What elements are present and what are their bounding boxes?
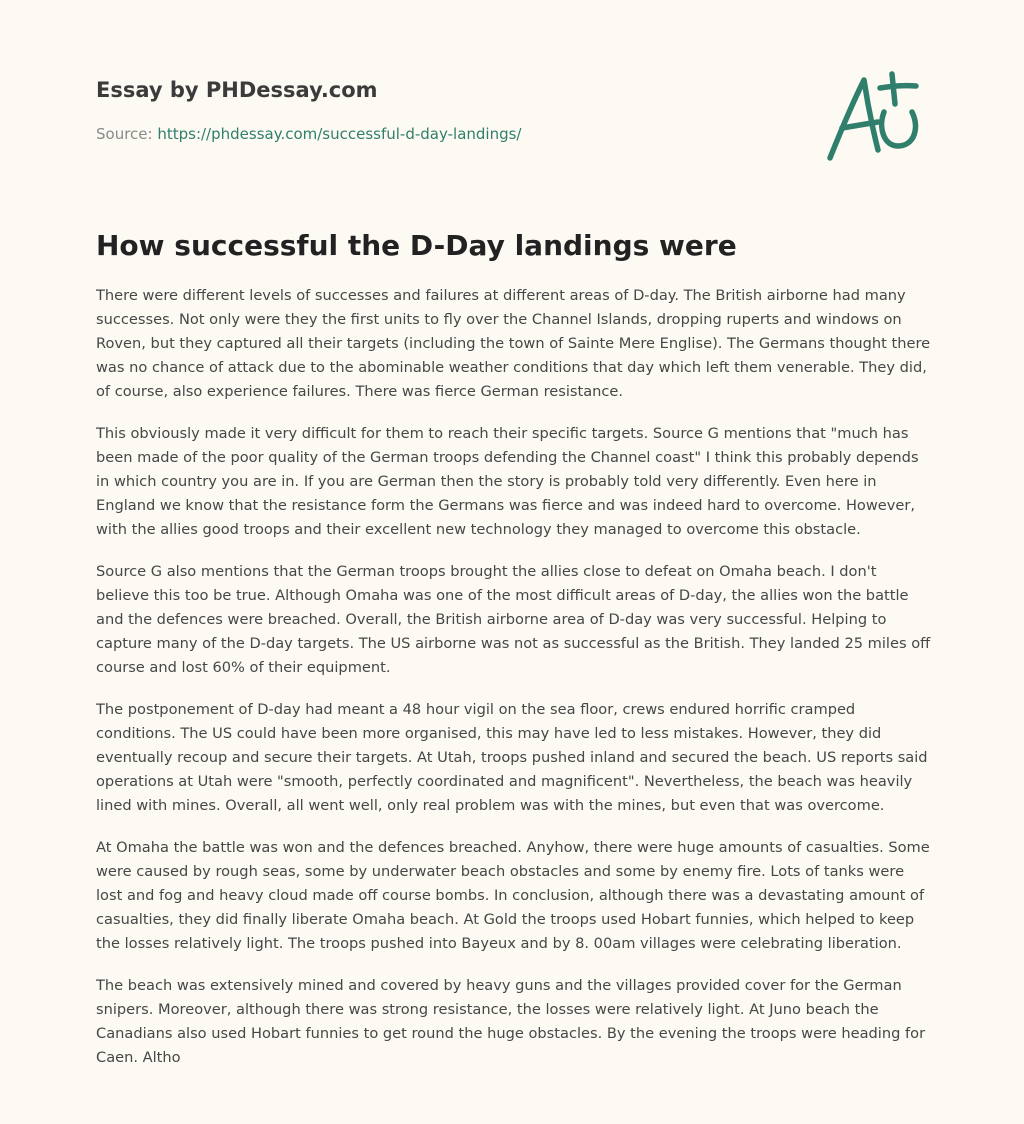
essay-paragraph: This obviously made it very difficult for them to reach their specific targets. Source G mentions that "much has been made of the poor quality of the German troops defending the Channel coast" I think this probably depends in which country you are in. If you are German then the story is probably told very differently. Even here in England we know that the resistance form the Germans was fierce and was indeed hard to overcome. However, with the allies good troops and their excellent new technology they managed to overcome this obstacle. — [96, 425, 919, 538]
essay-paragraph: The postponement of D-day had meant a 48 hour vigil on the sea floor, crews endured horrific cramped conditions. The US could have been more organised, this may have led to less mistakes. However, they did eventually recoup and secure their targets. At Utah, troops pushed inland and secured the beach. US reports said operations at Utah were "smooth, perfectly coordinated and magnificent". Nevertheless, the beach was heavily lined with mines. Overall, all went well, only real problem was with the mines, but even that was overcome. — [96, 701, 928, 814]
source-line — [96, 124, 736, 144]
essay-paragraph: Source G also mentions that the German troops brought the allies close to defeat on Omaha beach. I don't believe this too be true. Although Omaha was one of the most difficult areas of D-day, the allies won the battle and the defences were breached. Overall, the British airborne area of D-day was very successful. Helping to capture many of the D-day targets. The US airborne was not as successful as the British. They landed 25 miles off course and lost 60% of their equipment. — [96, 563, 931, 676]
site-header — [96, 76, 736, 144]
source-link[interactable]: https://phdessay.com/successful-d-day-landings/ — [157, 125, 522, 143]
a-plus-grade-icon — [820, 66, 930, 166]
essay-paragraph: There were different levels of successes and failures at different areas of D-day. The British airborne had many successes. Not only were they the first units to fly over the Channel Islands, dropping ruperts and windows on Roven, but they captured all their targets (including the town of Sainte Mere Englise). The Germans thought there was no chance of attack due to the abominable weather conditions that day which left them venerable. They did, of course, also experience failures. There was fierce German resistance. — [96, 287, 931, 400]
source-label: Source: — [96, 125, 158, 143]
site-title: Essay by PHDessay.com — [96, 78, 378, 102]
essay-body — [96, 284, 932, 1088]
essay-title: How successful the D-Day landings were — [96, 229, 737, 262]
essay-paragraph: At Omaha the battle was won and the defences breached. Anyhow, there were huge amounts of casualties. Some were caused by rough seas, some by underwater beach obstacles and some by enemy fire. Lots of tanks were lost and fog and heavy cloud made off course bombs. In conclusion, although there was a devastating amount of casualties, they did finally liberate Omaha beach. At Gold the troops used Hobart funnies, which helped to keep the losses relatively light. The troops pushed into Bayeux and by 8. 00am villages were celebrating liberation. — [96, 839, 930, 952]
essay-paragraph: The beach was extensively mined and covered by heavy guns and the villages provided cover for the German snipers. Moreover, although there was strong resistance, the losses were relatively light. At Juno beach the Canadians also used Hobart funnies to get round the huge obstacles. By the evening the troops were heading for Caen. Altho — [96, 977, 926, 1066]
